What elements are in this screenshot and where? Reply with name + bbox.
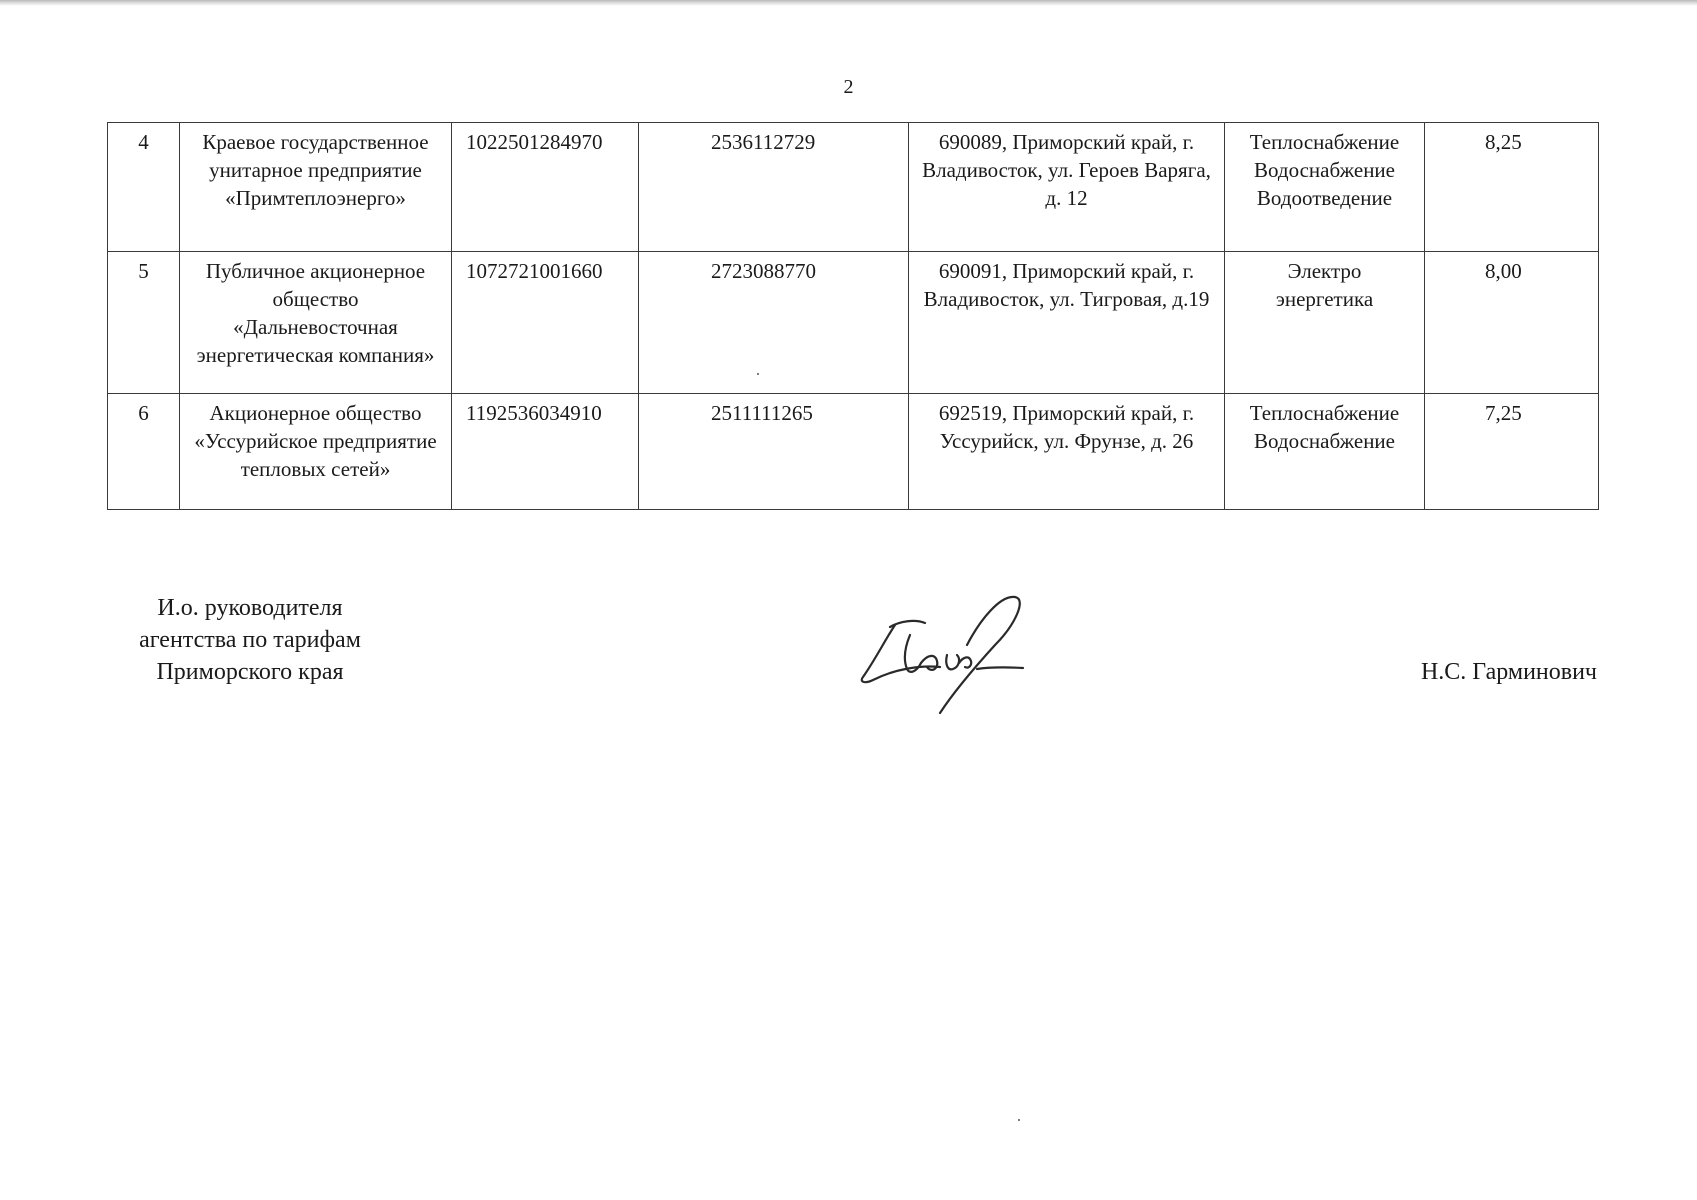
table-row (108, 252, 1599, 394)
ogrn-value: 1072721001660 (452, 252, 639, 394)
activity-line: энергетика (1275, 287, 1374, 311)
activity-line: Водоснабжение (1253, 158, 1395, 182)
organizations-table (107, 122, 1599, 510)
signer-position-line: агентства по тарифам (139, 627, 361, 653)
ogrn-value: 1022501284970 (452, 123, 639, 252)
activity-cell (1225, 123, 1425, 252)
address-value: 690089, Приморский край, г. Владивосток, ул. Героев Варяга, д. 12 (909, 123, 1225, 252)
organization-name: Краевое государственное унитарное предприятие «Примтеплоэнерго» (180, 123, 452, 252)
table-row (108, 123, 1599, 252)
signer-name: Н.С. Гарминович (1420, 659, 1597, 685)
inn-value: 2723088770 (639, 252, 909, 394)
table-row (108, 394, 1599, 510)
activity-cell (1225, 252, 1425, 394)
address-value: 690091, Приморский край, г. Владивосток, ул. Тигровая, д.19 (909, 252, 1225, 394)
activity-cell (1225, 394, 1425, 510)
address-value: 692519, Приморский край, г. Уссурийск, ул. Фрунзе, д. 26 (909, 394, 1225, 510)
signer-position-line: Приморского края (156, 659, 344, 685)
signer-position (100, 592, 400, 688)
row-number: 6 (108, 394, 180, 510)
value-cell: 8,25 (1425, 123, 1599, 252)
handwritten-signature (855, 585, 1035, 720)
activity-line: Теплоснабжение (1249, 130, 1400, 154)
activity-line: Водоснабжение (1253, 429, 1395, 453)
scan-speck (757, 373, 759, 375)
organization-name: Публичное акционерное общество «Дальневосточная энергетическая компания» (180, 252, 452, 394)
activity-line: Водоотведение (1256, 186, 1393, 210)
inn-value: 2511111265 (639, 394, 909, 510)
activity-line: Электро (1287, 259, 1362, 283)
value-cell: 7,25 (1425, 394, 1599, 510)
ogrn-value: 1192536034910 (452, 394, 639, 510)
inn-value: 2536112729 (639, 123, 909, 252)
signer-position-line: И.о. руководителя (157, 595, 343, 621)
scan-edge-shadow (0, 0, 1697, 6)
organization-name: Акционерное общество «Уссурийское предприятие тепловых сетей» (180, 394, 452, 510)
value-cell: 8,00 (1425, 252, 1599, 394)
activity-line: Теплоснабжение (1249, 401, 1400, 425)
scan-speck (1018, 1119, 1020, 1121)
row-number: 4 (108, 123, 180, 252)
page-number: 2 (843, 76, 854, 98)
row-number: 5 (108, 252, 180, 394)
